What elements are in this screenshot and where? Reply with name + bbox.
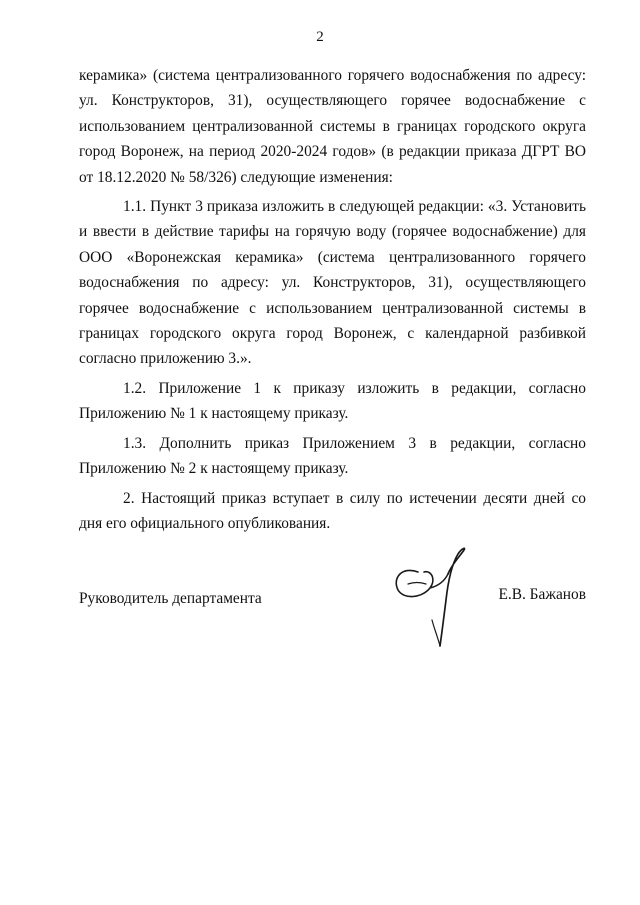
document-body bbox=[79, 63, 586, 536]
paragraph-item-2: 2. Настоящий приказ вступает в силу по истечении десяти дней со дня его официального опубликования. bbox=[79, 489, 586, 532]
handwritten-signature bbox=[388, 542, 470, 652]
paragraph-intro-continuation: керамика» (система централизованного горячего водоснабжения по адресу: ул. Конструкторов, 31), осуществляющего горячее водоснабжение с использованием централизованной системы в границах городского округа город Воронеж, на период 2020-2024 годов» (в редакции приказа ДГРТ ВО от 18.12.2020 № 58/326) следующие изменения: bbox=[79, 67, 586, 186]
signer-name: Е.В. Бажанов bbox=[498, 586, 586, 603]
page-number: 2 bbox=[316, 29, 324, 45]
paragraph-item-1-1: 1.1. Пункт 3 приказа изложить в следующей редакции: «3. Установить и ввести в действие тарифы на горячую воду (горячее водоснабжение) для ООО «Воронежская керамика» (система централизованного горячего водоснабжения по адресу: ул. Конструкторов, 31), осуществляющего горячее водоснабжение с использованием централизованной системы в границах городского округа город Воронеж, с календарной разбивкой согласно приложению 3.». bbox=[79, 198, 586, 368]
paragraph-item-1-3: 1.3. Дополнить приказ Приложением 3 в редакции, согласно Приложению № 2 к настоящему приказу. bbox=[79, 434, 586, 478]
paragraph-item-1-2: 1.2. Приложение 1 к приказу изложить в редакции, согласно Приложению № 1 к настоящему приказу. bbox=[79, 379, 586, 423]
signer-role: Руководитель департамента bbox=[79, 590, 262, 607]
